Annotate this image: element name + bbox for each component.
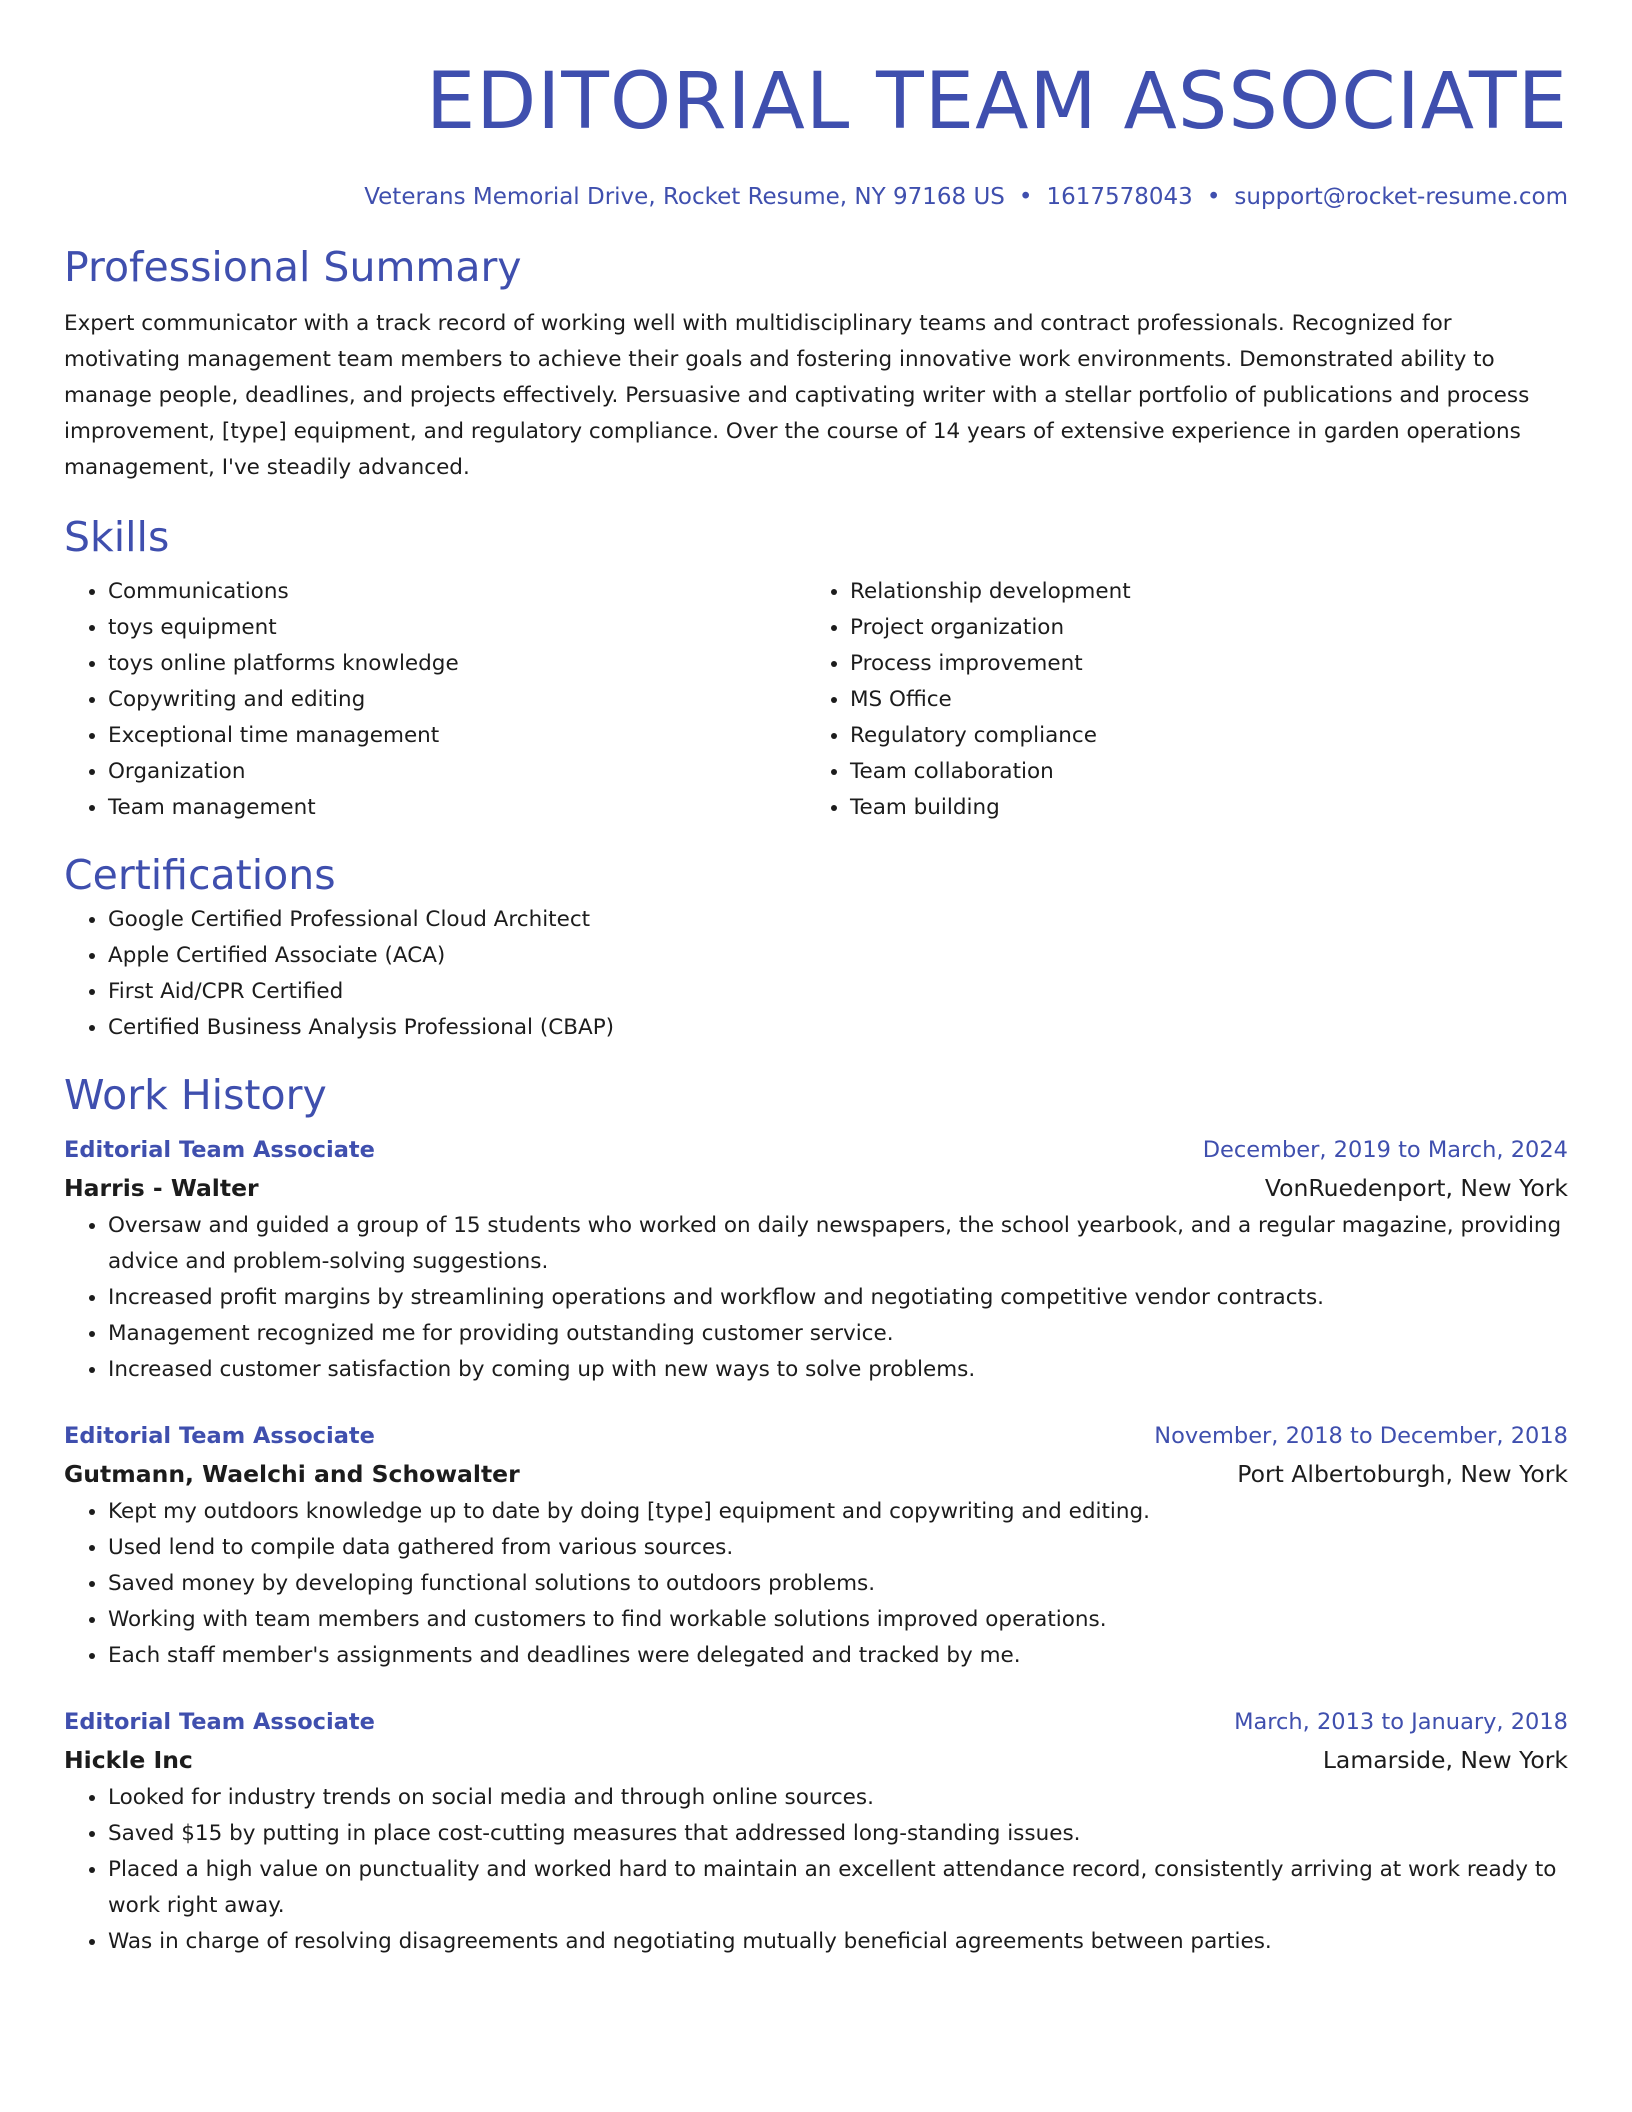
job-location: Port Albertoburgh, New York: [1237, 1460, 1568, 1488]
skill-item: • toys equipment: [108, 610, 806, 646]
skill-item: • Communications: [108, 574, 806, 610]
job-entry: [64, 1704, 1568, 1960]
contact-separator: •: [1018, 184, 1033, 210]
skill-item: • Team building: [850, 790, 1548, 826]
job-bullets: [64, 1780, 1568, 1960]
skills-list-right: [806, 574, 1548, 826]
summary-text: Expert communicator with a track record of working well with multidisciplinary teams and contract professionals. Recognized for motivating management team members to achieve their goals and fostering innovative work environments. Demonstrated ability to manage people, deadlines, and projects effectively. Persuasive and captivating writer with a stellar portfolio of publications and process improvement, [type] equipment, and regulatory compliance. Over the course of 14 years of extensive experience in garden operations management, I've steadily advanced.: [64, 311, 1530, 480]
job-bullet: • Saved money by developing functional solutions to outdoors problems.: [108, 1566, 1568, 1602]
job-subheader: [64, 1454, 1568, 1494]
job-bullet: • Looked for industry trends on social media and through online sources.: [108, 1780, 1568, 1816]
job-header: [64, 1132, 1568, 1168]
job-bullet: • Increased customer satisfaction by coming up with new ways to solve problems.: [108, 1352, 1568, 1388]
skill-item: • Project organization: [850, 610, 1548, 646]
skill-item: • Team collaboration: [850, 754, 1548, 790]
job-bullet: • Placed a high value on punctuality and worked hard to maintain an excellent attendance record, consistently arriving at work ready to work right away.: [108, 1852, 1568, 1924]
skills-heading: Skills: [64, 513, 170, 561]
skills-column-right: [806, 574, 1548, 826]
certification-item: • First Aid/CPR Certified: [108, 974, 1568, 1010]
job-dates: November, 2018 to December, 2018: [1154, 1423, 1568, 1449]
job-entry: [64, 1418, 1568, 1674]
skill-item: • Process improvement: [850, 646, 1548, 682]
job-subheader: [64, 1168, 1568, 1208]
job-header: [64, 1704, 1568, 1740]
certifications-heading: Certifications: [64, 851, 336, 899]
job-role: Editorial Team Associate: [64, 1137, 375, 1163]
contact-line: [64, 182, 1568, 212]
summary-heading: Professional Summary: [64, 243, 522, 291]
job-bullet: • Was in charge of resolving disagreements and negotiating mutually beneficial agreements between parties.: [108, 1924, 1568, 1960]
resume-title: EDITORIAL TEAM ASSOCIATE: [425, 57, 1568, 147]
certification-item: • Google Certified Professional Cloud Architect: [108, 902, 1568, 938]
job-company: Hickle Inc: [64, 1746, 193, 1774]
job-bullet: • Working with team members and customers to find workable solutions improved operations.: [108, 1602, 1568, 1638]
contact-email[interactable]: support@rocket-resume.com: [1234, 184, 1568, 210]
skills-list-left: [64, 574, 806, 826]
skills-column-left: [64, 574, 806, 826]
job-bullet: • Oversaw and guided a group of 15 students who worked on daily newspapers, the school yearbook, and a regular magazine, providing advice and problem-solving suggestions.: [108, 1208, 1568, 1280]
certification-item: • Apple Certified Associate (ACA): [108, 938, 1568, 974]
skill-item: • Relationship development: [850, 574, 1548, 610]
job-subheader: [64, 1740, 1568, 1780]
job-role: Editorial Team Associate: [64, 1709, 375, 1735]
job-bullet: • Increased profit margins by streamlining operations and workflow and negotiating competitive vendor contracts.: [108, 1280, 1568, 1316]
job-bullets: [64, 1208, 1568, 1388]
skill-item: • Copywriting and editing: [108, 682, 806, 718]
job-bullet: • Saved $15 by putting in place cost-cutting measures that addressed long-standing issues.: [108, 1816, 1568, 1852]
contact-phone: 1617578043: [1046, 184, 1193, 210]
job-header: [64, 1418, 1568, 1454]
job-role: Editorial Team Associate: [64, 1423, 375, 1449]
skill-item: • Exceptional time management: [108, 718, 806, 754]
skill-item: • Organization: [108, 754, 806, 790]
skills-grid: [64, 574, 1568, 826]
skill-item: • Team management: [108, 790, 806, 826]
job-dates: March, 2013 to January, 2018: [1234, 1709, 1568, 1735]
job-bullet: • Kept my outdoors knowledge up to date by doing [type] equipment and copywriting and editing.: [108, 1494, 1568, 1530]
certification-item: • Certified Business Analysis Professional (CBAP): [108, 1010, 1568, 1046]
job-bullet: • Each staff member's assignments and deadlines were delegated and tracked by me.: [108, 1638, 1568, 1674]
skill-item: • Regulatory compliance: [850, 718, 1548, 754]
certifications-list: [64, 902, 1568, 1046]
job-bullet: • Management recognized me for providing outstanding customer service.: [108, 1316, 1568, 1352]
job-location: VonRuedenport, New York: [1264, 1174, 1568, 1202]
skill-item: • toys online platforms knowledge: [108, 646, 806, 682]
job-company: Harris - Walter: [64, 1174, 259, 1202]
contact-address: Veterans Memorial Drive, Rocket Resume, NY 97168 US: [364, 184, 1005, 210]
job-company: Gutmann, Waelchi and Schowalter: [64, 1460, 520, 1488]
job-location: Lamarside, New York: [1322, 1746, 1568, 1774]
contact-separator: •: [1206, 184, 1221, 210]
job-bullets: [64, 1494, 1568, 1674]
skill-item: • MS Office: [850, 682, 1548, 718]
job-dates: December, 2019 to March, 2024: [1202, 1137, 1568, 1163]
job-bullet: • Used lend to compile data gathered from various sources.: [108, 1530, 1568, 1566]
work-history-heading: Work History: [64, 1071, 327, 1119]
job-entry: [64, 1132, 1568, 1388]
